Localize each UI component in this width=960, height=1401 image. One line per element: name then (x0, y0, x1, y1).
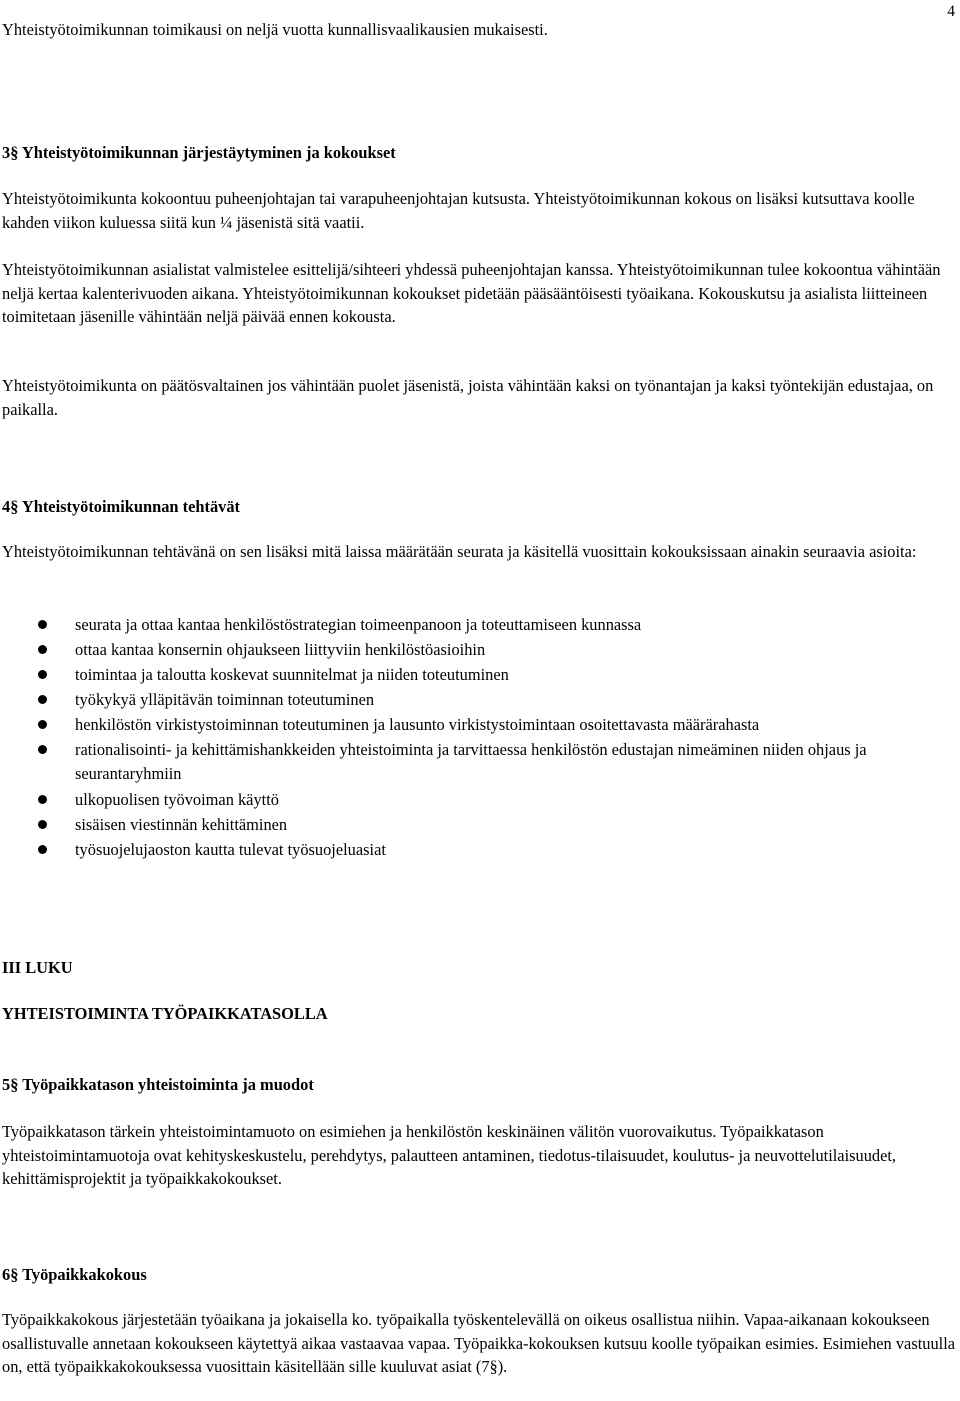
list-item: ottaa kantaa konsernin ohjaukseen liittyviin henkilöstöasioihin (0, 638, 955, 663)
section-4-paragraph-1: Yhteistyötoimikunnan tehtävänä on sen lisäksi mitä laissa määrätään seurata ja käsitellä vuosittain kokouksissaan ainakin seuraavia asioita: (2, 542, 917, 561)
page-number: 4 (947, 3, 955, 20)
bullet-icon (38, 695, 47, 704)
list-item: työsuojelujaoston kautta tulevat työsuojeluasiat (0, 838, 955, 863)
list-item: seurata ja ottaa kantaa henkilöstöstrategian toimeenpanoon ja toteuttamiseen kunnassa (0, 613, 955, 638)
bullet-icon (38, 795, 47, 804)
section-3-paragraph-2: Yhteistyötoimikunnan asialistat valmistelee esittelijä/sihteeri yhdessä puheenjohtajan kanssa. Yhteistyötoimikunnan tulee kokoontua vähintään neljä kertaa kalenterivuoden aikana. Yhteistyötoimikunnan kokoukset pidetään pääsääntöisesti työaikana. Kokouskutsu ja asialista liitteineen toimitetaan jäsenille vähintään neljä päivää ennen kokousta. (2, 260, 941, 326)
section-5-heading: 5§ Työpaikkatason yhteistoiminta ja muodot (2, 1075, 314, 1094)
bullet-icon (38, 645, 47, 654)
bullet-icon (38, 620, 47, 629)
section-3-heading: 3§ Yhteistyötoimikunnan järjestäytyminen ja kokoukset (2, 143, 396, 162)
list-item: henkilöstön virkistystoiminnan toteutuminen ja lausunto virkistystoimintaan osoitettavasta määrärahasta (0, 713, 955, 738)
section-5-paragraph-1: Työpaikkatason tärkein yhteistoimintamuoto on esimiehen ja henkilöstön keskinäinen välitön vuorovaikutus. Työpaikkatason yhteistoimintamuotoja ovat kehityskeskustelu, perehdytys, palautteen antaminen, tiedotus-tilaisuudet, koulutus- ja neuvottelutilaisuudet, kehittämisprojektit ja työpaikkakokoukset. (2, 1122, 897, 1188)
bullet-icon (38, 670, 47, 679)
list-item: toimintaa ja taloutta koskevat suunnitelmat ja niiden toteutuminen (0, 663, 955, 688)
section-4-task-list (0, 613, 955, 863)
list-item: ulkopuolisen työvoiman käyttö (0, 788, 955, 813)
list-item: sisäisen viestinnän kehittäminen (0, 813, 955, 838)
bullet-icon (38, 845, 47, 854)
bullet-icon (38, 745, 47, 754)
bullet-icon (38, 820, 47, 829)
chapter-title: YHTEISTOIMINTA TYÖPAIKKATASOLLA (2, 1004, 328, 1023)
intro-paragraph: Yhteistyötoimikunnan toimikausi on neljä vuotta kunnallisvaalikausien mukaisesti. (2, 20, 548, 39)
section-4-heading: 4§ Yhteistyötoimikunnan tehtävät (2, 497, 240, 516)
chapter-number: III LUKU (2, 958, 73, 977)
section-6-paragraph-1: Työpaikkakokous järjestetään työaikana ja jokaisella ko. työpaikalla työskentelevällä on oikeus osallistua niihin. Vapaa-aikanaan kokoukseen osallistuvalle annetaan kokoukseen käytettyä aikaa vastaavaa vapaa. Työpaikka-kokouksen kutsuu koolle työpaikan esimies. Esimiehen vastuulla on, että työpaikkakokouksessa vuosittain käsitellään sille kuuluvat asiat (7§). (2, 1310, 956, 1376)
section-3-paragraph-3: Yhteistyötoimikunta on päätösvaltainen jos vähintään puolet jäsenistä, joista vähintään kaksi on työnantajan ja kaksi työntekijän edustajaa, on paikalla. (2, 376, 934, 419)
list-item: työkykyä ylläpitävän toiminnan toteutuminen (0, 688, 955, 713)
section-3-paragraph-1: Yhteistyötoimikunta kokoontuu puheenjohtajan tai varapuheenjohtajan kutsusta. Yhteistyötoimikunnan kokous on lisäksi kutsuttava koolle kahden viikon kuluessa siitä kun ¼ jäsenistä sitä vaatii. (2, 189, 915, 232)
bullet-icon (38, 720, 47, 729)
section-6-heading: 6§ Työpaikkakokous (2, 1265, 147, 1284)
list-item: rationalisointi- ja kehittämishankkeiden yhteistoiminta ja tarvittaessa henkilöstön edustajan nimeäminen niiden ohjaus ja seurantaryhmiin (0, 738, 955, 788)
